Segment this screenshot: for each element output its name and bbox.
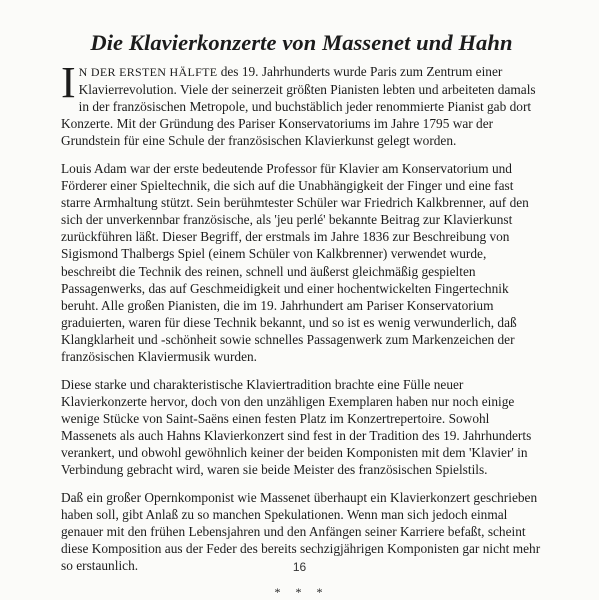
paragraph-3: Diese starke und charakteristische Klaviertradition brachte eine Fülle neuer Klavierkonzerte hervor, doch von den unzähligen Exemplaren haben nur noch einige wenige Stücke von Saint-Saëns einen festen Platz im Konzertrepertoire. Sowohl Massenets als auch Hahns Klavierkonzert sind fest in der Tradition des 19. Jahrhunderts verankert, und obwohl gewöhnlich keiner der beiden Komponisten mit dem 'Klavier' in Verbindung gebracht wird, waren sie beide Meister des französischen Spielstils. xyxy=(61,376,532,478)
drop-cap: I xyxy=(61,58,76,107)
paragraph-4: Daß ein großer Opernkomponist wie Massenet überhaupt ein Klavierkonzert geschrieben haben soll, gibt Anlaß zu so manchen Spekulationen. Wenn man sich jedoch einmal genauer mit den frühen Lebensjahren und den Anfängen seiner Karriere befaßt, scheint diese Komposition aus der Feder des bereits sechzigjährigen Komponisten gar nicht mehr so erstaunlich. xyxy=(61,489,541,574)
paragraph-1-text: des 19. Jahrhunderts wurde Paris zum Zentrum einer Klavierrevolution. Viele der seinerzeit größten Pianisten lebten und arbeiteten damals in der französischen Metropole, und buchstäblich jeder renommierte Pianist gab dort Konzerte. Mit der Gründung des Pariser Konservatoriums im Jahre 1795 war der Grundstein für eine Schule der französischen Klavierkunst gelegt worden. xyxy=(61,64,536,149)
document-page xyxy=(61,30,542,600)
paragraph-lead: N DER ERSTEN HÄLFTE xyxy=(78,65,218,79)
page-number: 16 xyxy=(292,560,307,574)
section-separator: * * * xyxy=(274,584,329,599)
page-title: Die Klavierkonzerte von Massenet und Hahn xyxy=(90,30,513,55)
paragraph-2: Louis Adam war der erste bedeutende Professor für Klavier am Konservatorium und Förderer einer Spieltechnik, die sich auf die Unabhängigkeit der Finger und eine fast starre Armhaltung stützt. Sein berühmtester Schüler war Friedrich Kalkbrenner, auf den sich der unverkennbar französische, als 'jeu perlé' bekannte Beitrag zur Klavierkunst zurückführen läßt. Dieser Begriff, der erstmals im Jahre 1836 zur Beschreibung von Sigismond Thalbergs Spiel (einem Schüler von Kalkbrenner) verwendet wurde, beschreibt die Technik des reinen, schnell und äußerst gleichmäßig gespielten Passagenwerks, das auf Geschmeidigkeit und einer hochentwickelten Fingertechnik beruht. Alle großen Pianisten, die im 19. Jahrhundert am Pariser Konservatorium graduierten, waren für diese Technik bekannt, und so ist es wenig verwunderlich, daß Klangklarheit und -schönheit sowie schnelles Passagenwerk zum Markenzeichen der französischen Klaviermusik wurden. xyxy=(61,160,529,364)
paragraph-1 xyxy=(61,58,542,149)
